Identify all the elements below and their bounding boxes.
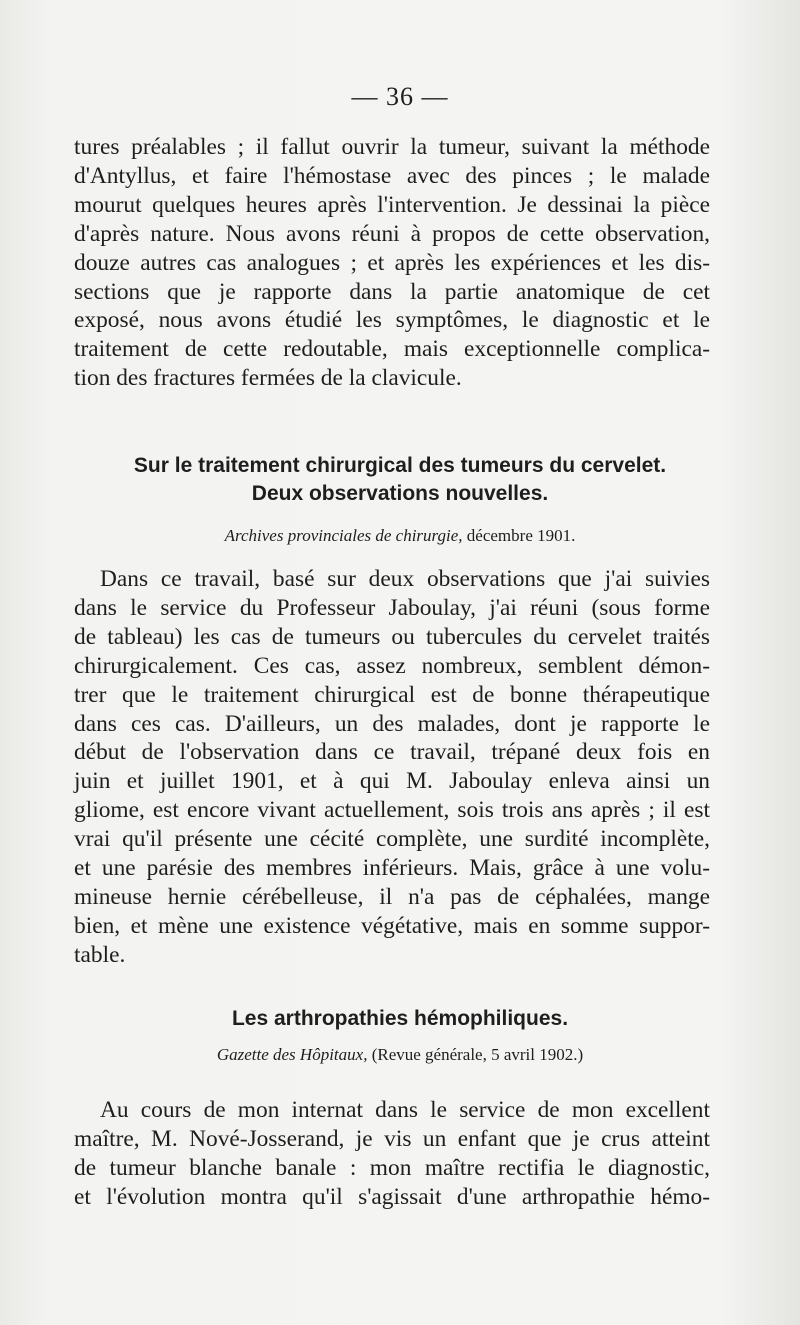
text-line: douze autres cas analogues ; et après les expériences et les dis-	[74, 249, 710, 276]
publication-date: décembre 1901.	[462, 526, 576, 545]
text-line: tures préalables ; il fallut ouvrir la tumeur, suivant la méthode	[74, 134, 710, 160]
section-heading-arthropathies: Les arthropathies hémophiliques.	[231, 1007, 569, 1030]
text-line: traitement de cette redoutable, mais exceptionnelle complica-	[74, 336, 710, 363]
paragraph-continuation	[74, 133, 710, 393]
text-line: Au cours de mon internat dans le service de mon excellent	[100, 1097, 710, 1123]
text-line: dans le service du Professeur Jaboulay, j'ai réuni (sous forme	[74, 594, 710, 621]
source-citation	[0, 525, 800, 547]
text-line: juin et juillet 1901, et à qui M. Jaboulay enleva ainsi un	[74, 768, 710, 795]
heading-line: Sur le traitement chirurgical des tumeurs du cervelet.	[133, 454, 667, 477]
text-line: d'après nature. Nous avons réuni à propos de cette observation,	[74, 220, 710, 247]
heading-line: Deux observations nouvelles.	[251, 482, 549, 505]
source-citation	[0, 1044, 800, 1066]
text-line: chirurgicalement. Ces cas, assez nombreux, semblent démon-	[74, 652, 710, 679]
text-line: bien, et mène une existence végétative, mais en somme suppor-	[74, 912, 710, 939]
text-line: et une parésie des membres inférieurs. Mais, grâce à une volu-	[74, 855, 710, 882]
text-line: de tumeur blanche banale : mon maître rectifia le diagnostic,	[74, 1154, 710, 1181]
text-line: tion des fractures fermées de la clavicule.	[74, 365, 462, 392]
text-line: dans ces cas. D'ailleurs, un des malades, dont je rapporte le	[74, 710, 710, 737]
text-line: mineuse hernie cérébelleuse, il n'a pas de céphalées, mange	[74, 883, 710, 910]
paragraph-cerebellum	[74, 565, 710, 970]
text-line: gliome, est encore vivant actuellement, sois trois ans après ; il est	[74, 797, 710, 824]
text-line: sections que je rapporte dans la partie anatomique de cet	[74, 278, 710, 305]
text-line: exposé, nous avons étudié les symptômes, le diagnostic et le	[74, 307, 710, 334]
page-number: — 36 —	[351, 82, 449, 111]
text-line: début de l'observation dans ce travail, trépané deux fois en	[74, 739, 710, 766]
text-line: d'Antyllus, et faire l'hémostase avec des pinces ; le malade	[74, 162, 710, 189]
journal-name: Gazette des Hôpitaux,	[216, 1045, 368, 1064]
paragraph-arthropathies	[74, 1096, 710, 1212]
text-line: maître, M. Nové-Josserand, je vis un enfant que je crus atteint	[74, 1125, 710, 1152]
text-line: de tableau) les cas de tumeurs ou tubercules du cervelet traités	[74, 623, 710, 650]
text-line: et l'évolution montra qu'il s'agissait d'une arthropathie hémo-	[74, 1183, 710, 1210]
text-line: mourut quelques heures après l'intervention. Je dessinai la pièce	[74, 191, 710, 218]
text-line: vrai qu'il présente une cécité complète, une surdité incomplète,	[74, 826, 710, 853]
section-heading-cerebellum	[0, 452, 800, 508]
journal-name: Archives provinciales de chirurgie,	[224, 526, 463, 545]
text-line: table.	[74, 941, 126, 968]
publication-date: (Revue générale, 5 avril 1902.)	[367, 1045, 584, 1064]
text-line: trer que le traitement chirurgical est de bonne thérapeutique	[74, 681, 710, 708]
text-line: Dans ce travail, basé sur deux observations que j'ai suivies	[100, 566, 710, 592]
